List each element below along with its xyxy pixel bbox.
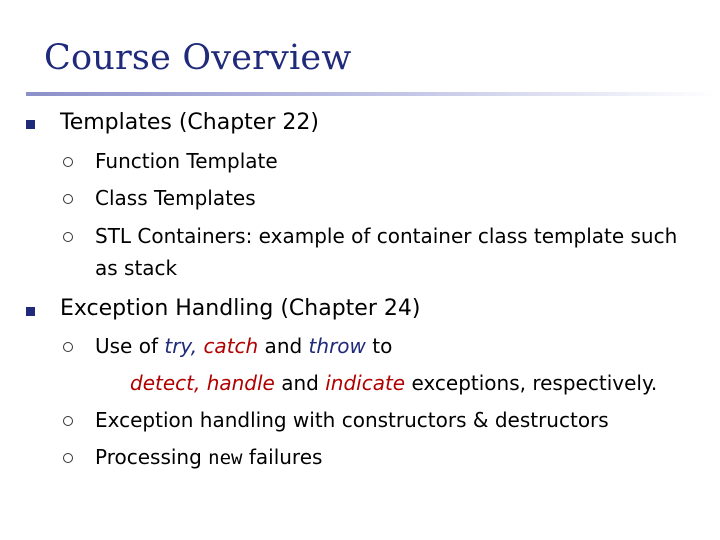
section-heading-templates: Templates (Chapter 22) bbox=[60, 110, 319, 135]
section-heading-exceptions: Exception Handling (Chapter 24) bbox=[60, 296, 421, 321]
text-run: and bbox=[258, 334, 309, 358]
keyword-try: try, bbox=[164, 334, 198, 358]
circle-bullet-icon bbox=[63, 416, 73, 426]
text-run: Use of bbox=[95, 334, 165, 358]
circle-bullet-icon bbox=[63, 453, 73, 463]
text-run: Processing bbox=[95, 445, 209, 469]
list-item bbox=[95, 333, 392, 359]
text-run: failures bbox=[242, 445, 323, 469]
keyword-throw: throw bbox=[308, 334, 366, 358]
list-item bbox=[95, 444, 322, 471]
keyword-detect-handle: detect, handle bbox=[130, 371, 275, 395]
square-bullet-icon bbox=[26, 307, 35, 316]
keyword-catch: catch bbox=[203, 334, 259, 358]
text-run: exceptions, respectively. bbox=[405, 371, 658, 395]
text-run: and bbox=[274, 371, 326, 395]
circle-bullet-icon bbox=[63, 194, 73, 204]
code-new: new bbox=[208, 447, 243, 469]
list-item: Exception handling with constructors & destructors bbox=[95, 408, 609, 432]
list-item: Class Templates bbox=[95, 186, 256, 210]
list-item: STL Containers: example of container class template such bbox=[95, 224, 678, 248]
square-bullet-icon bbox=[26, 120, 35, 129]
circle-bullet-icon bbox=[63, 232, 73, 242]
slide-title: Course Overview bbox=[44, 38, 352, 78]
keyword-indicate: indicate bbox=[325, 371, 406, 395]
list-item: Function Template bbox=[95, 149, 278, 173]
list-item-continuation bbox=[130, 370, 657, 396]
text-run: to bbox=[365, 334, 393, 358]
list-item-continuation: as stack bbox=[95, 256, 178, 280]
circle-bullet-icon bbox=[63, 342, 73, 352]
circle-bullet-icon bbox=[63, 157, 73, 167]
title-underline bbox=[26, 92, 716, 96]
